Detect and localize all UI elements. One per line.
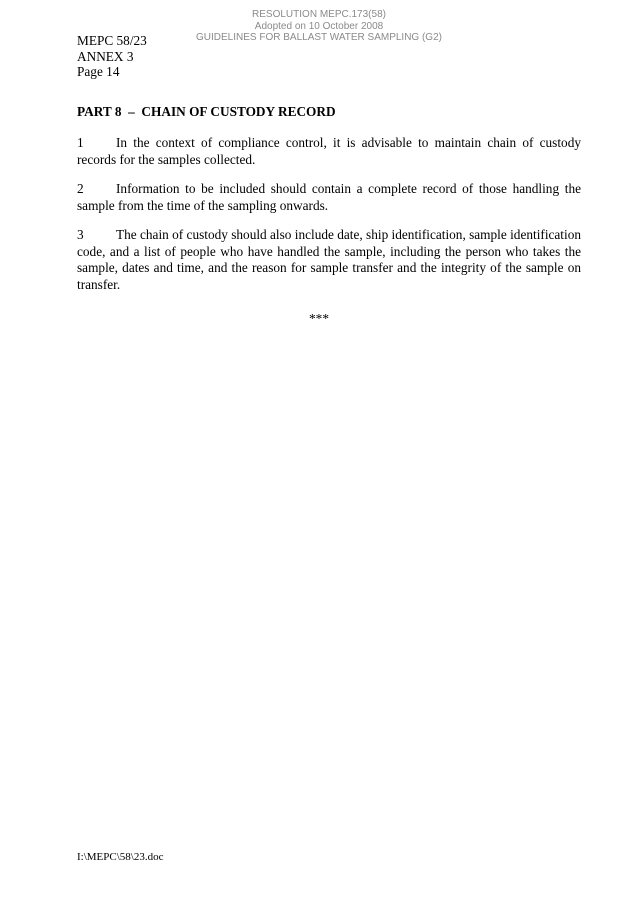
section-end-separator: ***	[309, 311, 329, 326]
annex-label: ANNEX 3	[77, 48, 134, 64]
watermark-adopted-date: Adopted on 10 October 2008	[254, 20, 384, 32]
paragraph-number: 1	[77, 135, 84, 150]
watermark-resolution: RESOLUTION MEPC.173(58)	[252, 9, 386, 20]
paragraph-text: Information to be included should contain a complete record of those handling the sample from the time of the sampling onwards.	[77, 181, 581, 213]
page-number: Page 14	[77, 64, 120, 80]
document-header	[77, 33, 147, 80]
part-heading: PART 8 – CHAIN OF CUSTODY RECORD	[77, 104, 336, 119]
doc-reference: MEPC 58/23	[77, 33, 147, 48]
paragraph-1	[77, 135, 581, 168]
paragraph-3	[77, 227, 581, 293]
paragraph-number: 3	[77, 227, 84, 242]
paragraph-text: The chain of custody should also include date, ship identification, sample identification code, and a list of people who have handled the sample, including the person who takes the sample, dates and time, and the reason for sample transfer and the integrity of the sample on transfer.	[77, 227, 581, 292]
footer-file-path: I:\MEPC\58\23.doc	[77, 851, 164, 863]
paragraph-number: 2	[77, 181, 84, 196]
watermark	[190, 9, 448, 44]
paragraph-text: In the context of compliance control, it is advisable to maintain chain of custody records for the samples collected.	[77, 135, 581, 167]
paragraph-2	[77, 181, 581, 214]
watermark-guidelines-title: GUIDELINES FOR BALLAST WATER SAMPLING (G2)	[196, 32, 442, 43]
